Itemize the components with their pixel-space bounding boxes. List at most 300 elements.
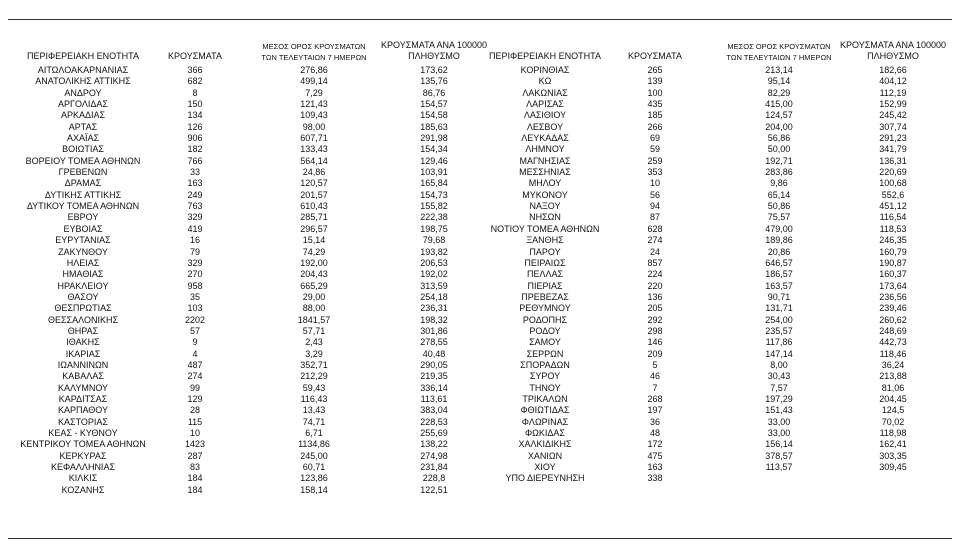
cell-cases: 57 [189, 325, 200, 336]
cell-per100k: 113,61 [420, 393, 448, 404]
cell-per100k: 160,37 [879, 269, 907, 280]
cell-avg7: 95,14 [767, 76, 791, 87]
cell-cases: 115 [187, 416, 203, 427]
cell-cases: 163 [647, 462, 663, 473]
cell-region: ΚΕΑΣ - ΚΥΘΝΟΥ [48, 428, 118, 438]
cell-per100k: 301,86 [420, 325, 448, 336]
cell-avg7: 74,71 [302, 416, 326, 427]
cell-avg7: 74,29 [302, 246, 326, 257]
top-rule [8, 19, 952, 20]
cell-region: ΚΑΣΤΟΡΙΑΣ [58, 416, 108, 427]
cell-per100k: 135,76 [420, 76, 448, 87]
header-cases [150, 51, 240, 62]
cell-avg7: 499,14 [300, 76, 328, 87]
cell-cases: 435 [647, 99, 663, 110]
cell-avg7: 30,43 [767, 371, 791, 382]
cell-per100k: 198,32 [420, 314, 448, 325]
cell-per100k: 204,45 [879, 393, 907, 404]
cell-region: ΒΟΡΕΙΟΥ ΤΟΜΕΑ ΑΘΗΝΩΝ [25, 155, 141, 166]
cell-region: ΧΑΛΚΙΔΙΚΗΣ [518, 439, 572, 450]
cell-cases: 4 [192, 348, 198, 359]
header-region-label: ΠΕΡΙΦΕΡΕΙΑΚΗ ΕΝΟΤΗΤΑ [26, 51, 140, 61]
cell-per100k: 36,24 [881, 359, 905, 370]
cell-region: ΣΕΡΡΩΝ [526, 348, 564, 359]
cell-per100k: 152,99 [879, 99, 907, 110]
cell-region: ΓΡΕΒΕΝΩΝ [58, 167, 108, 178]
cell-cases: 224 [647, 269, 663, 280]
cell-region: ΚΑΡΔΙΤΣΑΣ [58, 393, 108, 404]
cell-cases: 136 [647, 291, 663, 302]
cell-cases: 94 [649, 201, 660, 212]
cell-avg7: 186,57 [765, 269, 793, 280]
cell-region: ΝΟΤΙΟΥ ΤΟΜΕΑ ΑΘΗΝΩΝ [490, 223, 600, 234]
cell-avg7: 1134,86 [298, 439, 330, 450]
cell-cases: 35 [189, 291, 200, 302]
cell-avg7: 158,14 [300, 484, 328, 495]
cell-region: ΣΠΟΡΑΔΩΝ [520, 359, 570, 370]
cell-avg7: 98,00 [302, 121, 326, 132]
cell-per100k: 442,73 [879, 337, 907, 348]
cell-per100k: 246,35 [879, 235, 907, 246]
cell-cases: 5 [652, 359, 658, 370]
cell-region: ΞΑΝΘΗΣ [526, 235, 564, 246]
cell-avg7: 296,57 [300, 223, 328, 234]
cell-per100k: 138,22 [420, 439, 448, 450]
cell-region: ΗΡΑΚΛΕΙΟΥ [57, 280, 109, 291]
cell-per100k: 173,62 [420, 65, 448, 75]
cell-per100k: 254,18 [420, 291, 448, 302]
cell-cases: 139 [647, 76, 663, 87]
cell-cases: 274 [187, 371, 203, 382]
cell-per100k: 86,76 [422, 87, 446, 98]
header-avg7-right-line1: ΜΕΣΟΣ ΟΡΟΣ ΚΡΟΥΣΜΑΤΩΝ [727, 42, 831, 51]
header-per100k-line2: ΠΛΗΘΥΣΜΟ [408, 51, 460, 61]
cell-region: ΜΥΚΟΝΟΥ [522, 189, 568, 200]
cell-per100k: 154,58 [420, 110, 448, 121]
cell-cases: 857 [647, 257, 663, 268]
cell-region: ΡΟΔΟΥ [529, 325, 561, 336]
cell-region: ΚΕΦΑΛΛΗΝΙΑΣ [50, 462, 116, 473]
cell-per100k: 336,14 [420, 382, 448, 393]
cell-per100k: 118,53 [879, 223, 907, 234]
cell-cases: 79 [189, 246, 200, 257]
cell-region: ΡΕΘΥΜΝΟΥ [519, 303, 571, 314]
cell-region: ΚΑΛΥΜΝΟΥ [57, 382, 109, 393]
cell-avg7: 2,43 [305, 337, 323, 348]
cell-region: ΠΕΛΛΑΣ [526, 269, 564, 280]
cell-cases: 150 [187, 99, 203, 110]
header-per100k-right [823, 40, 960, 62]
cell-region: ΕΥΡΥΤΑΝΙΑΣ [55, 235, 111, 246]
cell-per100k: 248,69 [879, 325, 907, 336]
cell-cases: 329 [187, 212, 203, 223]
cell-avg7: 276,86 [300, 65, 328, 75]
cell-per100k: 124,5 [881, 405, 905, 416]
cell-region: ΠΡΕΒΕΖΑΣ [521, 291, 569, 302]
cell-cases: 487 [187, 359, 203, 370]
cell-per100k: 245,42 [879, 110, 907, 121]
cell-region: ΘΗΡΑΣ [67, 325, 99, 336]
cell-avg7: 201,57 [300, 189, 328, 200]
cell-avg7: 607,71 [300, 133, 328, 144]
cell-avg7: 15,14 [302, 235, 326, 246]
cell-avg7: 59,43 [302, 382, 326, 393]
cell-cases: 10 [649, 178, 660, 189]
cell-cases: 163 [187, 178, 203, 189]
cell-region: ΠΙΕΡΙΑΣ [527, 280, 563, 291]
cell-avg7: 117,86 [765, 337, 793, 348]
cell-cases: 270 [187, 269, 203, 280]
cell-per100k: 118,46 [879, 348, 907, 359]
cell-cases: 298 [647, 325, 663, 336]
cell-per100k: 228,53 [420, 416, 448, 427]
cell-region: ΛΑΡΙΣΑΣ [526, 99, 564, 110]
cell-cases: 292 [647, 314, 663, 325]
cell-cases: 172 [647, 439, 663, 450]
cell-per100k: 213,88 [879, 371, 907, 382]
cell-avg7: 13,43 [302, 405, 326, 416]
cell-cases: 185 [647, 110, 663, 121]
cell-region: ΔΥΤΙΚΗΣ ΑΤΤΙΚΗΣ [44, 189, 122, 200]
cell-per100k: 154,57 [420, 99, 448, 110]
cell-region: ΒΟΙΩΤΙΑΣ [62, 144, 104, 155]
cell-per100k: 222,38 [420, 212, 448, 223]
cell-cases: 766 [187, 155, 203, 166]
cell-cases: 83 [189, 462, 200, 473]
cell-avg7: 7,29 [305, 87, 323, 98]
cell-per100k: 70,02 [881, 416, 905, 427]
cell-region: ΠΑΡΟΥ [529, 246, 561, 257]
cell-avg7: 60,71 [302, 462, 326, 473]
cell-region: ΧΑΝΙΩΝ [527, 450, 563, 461]
cell-cases: 265 [647, 65, 663, 75]
cell-region: ΘΕΣΣΑΛΟΝΙΚΗΣ [47, 314, 119, 325]
cell-per100k: 154,73 [420, 189, 448, 200]
cell-per100k: 552,6 [881, 189, 905, 200]
cell-per100k: 193,82 [420, 246, 448, 257]
cell-avg7: 564,14 [300, 155, 328, 166]
cell-per100k: 160,79 [879, 246, 907, 257]
cell-region: ΚΙΛΚΙΣ [68, 473, 98, 484]
cell-per100k: 154,34 [420, 144, 448, 155]
cell-avg7: 151,43 [765, 405, 793, 416]
cell-avg7: 90,71 [767, 291, 791, 302]
cell-cases: 103 [187, 303, 203, 314]
cell-per100k: 192,02 [420, 269, 448, 280]
cell-avg7: 285,71 [300, 212, 328, 223]
cell-region: ΖΑΚΥΝΘΟΥ [58, 246, 108, 257]
cell-avg7: 131,71 [765, 303, 793, 314]
cell-cases: 9 [192, 337, 198, 348]
cell-per100k: 155,82 [420, 201, 448, 212]
cell-region: ΕΥΒΟΙΑΣ [63, 223, 103, 234]
cell-cases: 287 [187, 450, 203, 461]
cell-cases: 87 [649, 212, 660, 223]
cell-avg7: 120,57 [300, 178, 328, 189]
cell-region: ΑΝΑΤΟΛΙΚΗΣ ΑΤΤΙΚΗΣ [35, 76, 131, 87]
cell-region: ΦΩΚΙΔΑΣ [525, 428, 565, 438]
cell-avg7: 24,86 [302, 167, 326, 178]
cell-cases: 33 [189, 167, 200, 178]
cell-region: ΛΑΚΩΝΙΑΣ [522, 87, 568, 98]
cell-avg7: 147,14 [765, 348, 793, 359]
cell-cases: 220 [647, 280, 663, 291]
cell-cases: 329 [187, 257, 203, 268]
cell-cases: 36 [649, 416, 660, 427]
cell-region: ΠΕΙΡΑΙΩΣ [524, 257, 566, 268]
cell-avg7: 109,43 [300, 110, 328, 121]
header-cases-right-label: ΚΡΟΥΣΜΑΤΑ [628, 51, 682, 61]
cell-cases: 475 [647, 450, 663, 461]
cell-region: ΙΚΑΡΙΑΣ [65, 348, 101, 359]
cell-per100k: 198,75 [420, 223, 448, 234]
header-avg7-right-line2: ΤΩΝ ΤΕΛΕΥΤΑΙΩΝ 7 ΗΜΕΡΩΝ [726, 53, 832, 62]
cell-avg7: 113,57 [765, 462, 793, 473]
cell-avg7: 33,00 [767, 416, 791, 427]
cell-per100k: 219,35 [420, 371, 448, 382]
cell-per100k: 79,68 [422, 235, 446, 246]
cell-per100k: 231,84 [420, 462, 448, 473]
cell-per100k: 100,68 [879, 178, 907, 189]
header-region-right [470, 51, 620, 62]
cell-region: ΑΡΓΟΛΙΔΑΣ [58, 99, 108, 110]
cell-region: ΤΗΝΟΥ [529, 382, 561, 393]
cell-region: ΣΥΡΟΥ [529, 371, 561, 382]
cell-region: ΚΟΡΙΝΘΙΑΣ [520, 65, 570, 75]
cell-region: ΑΧΑΪΑΣ [66, 133, 100, 144]
cell-region: ΑΡΤΑΣ [68, 121, 98, 132]
cell-avg7: 189,86 [765, 235, 793, 246]
cell-cases: 628 [647, 223, 663, 234]
header-region [8, 51, 158, 62]
cell-cases: 205 [647, 303, 663, 314]
header-cases-label: ΚΡΟΥΣΜΑΤΑ [168, 51, 222, 61]
cell-avg7: 479,00 [765, 223, 793, 234]
cell-region: ΤΡΙΚΑΛΩΝ [522, 393, 568, 404]
header-region-right-label: ΠΕΡΙΦΕΡΕΙΑΚΗ ΕΝΟΤΗΤΑ [488, 51, 602, 61]
cell-cases: 259 [647, 155, 663, 166]
cell-per100k: 260,62 [879, 314, 907, 325]
cell-cases: 197 [647, 405, 663, 416]
header-avg7-line1: ΜΕΣΟΣ ΟΡΟΣ ΚΡΟΥΣΜΑΤΩΝ [262, 42, 366, 51]
cell-per100k: 81,06 [881, 382, 905, 393]
cell-per100k: 220,69 [879, 167, 907, 178]
cell-per100k: 303,35 [879, 450, 907, 461]
cell-avg7: 156,14 [765, 439, 793, 450]
cell-cases: 763 [187, 201, 203, 212]
cell-per100k: 103,91 [420, 167, 448, 178]
cell-avg7: 7,57 [770, 382, 788, 393]
cell-per100k: 274,98 [420, 450, 448, 461]
cell-cases: 1423 [184, 439, 206, 450]
cell-cases: 48 [649, 428, 660, 438]
cell-region: ΘΑΣΟΥ [67, 291, 99, 302]
cell-per100k: 309,45 [879, 462, 907, 473]
cell-avg7: 197,29 [765, 393, 793, 404]
cell-avg7: 133,43 [300, 144, 328, 155]
cell-region: ΙΩΑΝΝΙΝΩΝ [57, 359, 109, 370]
cell-cases: 958 [187, 280, 203, 291]
cell-avg7: 378,57 [765, 450, 793, 461]
cell-cases: 99 [189, 382, 200, 393]
cell-avg7: 33,00 [767, 428, 791, 438]
cell-region: ΛΗΜΝΟΥ [525, 144, 565, 155]
cell-cases: 353 [647, 167, 663, 178]
cell-avg7: 3,29 [305, 348, 323, 359]
cell-per100k: 239,46 [879, 303, 907, 314]
cell-per100k: 451,12 [879, 201, 907, 212]
cell-region: ΑΡΚΑΔΙΑΣ [60, 110, 106, 121]
cell-per100k: 206,53 [420, 257, 448, 268]
cell-avg7: 352,71 [300, 359, 328, 370]
cell-region: ΗΜΑΘΙΑΣ [62, 269, 104, 280]
cell-region: ΗΛΕΙΑΣ [66, 257, 100, 268]
cell-cases: 69 [649, 133, 660, 144]
cell-per100k: 122,51 [420, 484, 448, 495]
cell-cases: 56 [649, 189, 660, 200]
cell-region: ΑΙΤΩΛΟΑΚΑΡΝΑΝΙΑΣ [37, 65, 129, 75]
cell-per100k: 278,55 [420, 337, 448, 348]
cell-avg7: 204,43 [300, 269, 328, 280]
cell-avg7: 213,14 [765, 65, 793, 75]
cell-region: ΜΑΓΝΗΣΙΑΣ [519, 155, 571, 166]
cell-per100k: 255,69 [420, 428, 448, 438]
cell-cases: 16 [189, 235, 200, 246]
cell-avg7: 65,14 [767, 189, 791, 200]
cell-avg7: 163,57 [765, 280, 793, 291]
header-per100k-line1: ΚΡΟΥΣΜΑΤΑ ΑΝΑ 100000 [381, 40, 487, 50]
cell-avg7: 610,43 [300, 201, 328, 212]
cell-avg7: 192,00 [300, 257, 328, 268]
cell-avg7: 57,71 [302, 325, 326, 336]
cell-cases: 906 [187, 133, 203, 144]
cell-avg7: 6,71 [305, 428, 323, 438]
cell-avg7: 88,00 [302, 303, 326, 314]
cell-avg7: 9,86 [770, 178, 788, 189]
cell-region: ΑΝΔΡΟΥ [64, 87, 102, 98]
cell-region: ΦΘΙΩΤΙΔΑΣ [520, 405, 570, 416]
header-avg7-line2: ΤΩΝ ΤΕΛΕΥΤΑΙΩΝ 7 ΗΜΕΡΩΝ [261, 53, 367, 62]
cell-region: ΕΒΡΟΥ [67, 212, 99, 223]
cell-cases: 182 [187, 144, 203, 155]
cell-avg7: 204,00 [765, 121, 793, 132]
cell-cases: 268 [647, 393, 663, 404]
cell-avg7: 50,86 [767, 201, 791, 212]
cell-region: ΔΥΤΙΚΟΥ ΤΟΜΕΑ ΑΘΗΝΩΝ [26, 201, 140, 212]
cell-avg7: 8,00 [770, 359, 788, 370]
cell-per100k: 182,66 [879, 65, 907, 75]
cell-per100k: 136,31 [879, 155, 907, 166]
cell-avg7: 665,29 [300, 280, 328, 291]
header-cases-right [615, 51, 695, 62]
cell-cases: 24 [649, 246, 660, 257]
cell-cases: 134 [187, 110, 203, 121]
cell-avg7: 29,00 [302, 291, 326, 302]
cell-region: ΝΗΣΩΝ [529, 212, 561, 223]
cell-region: ΜΗΛΟΥ [528, 178, 562, 189]
cell-per100k: 341,79 [879, 144, 907, 155]
cell-per100k: 307,74 [879, 121, 907, 132]
cell-region: ΔΡΑΜΑΣ [64, 178, 102, 189]
cell-per100k: 173,64 [879, 280, 907, 291]
cell-per100k: 291,23 [879, 133, 907, 144]
cell-avg7: 254,00 [765, 314, 793, 325]
cell-region: ΘΕΣΠΡΩΤΙΑΣ [54, 303, 112, 314]
cell-cases: 682 [187, 76, 203, 87]
cell-avg7: 235,57 [765, 325, 793, 336]
cell-per100k: 190,87 [879, 257, 907, 268]
cell-avg7: 75,57 [767, 212, 791, 223]
header-per100k-right-line2: ΠΛΗΘΥΣΜΟ [867, 51, 919, 61]
cell-avg7: 212,29 [300, 371, 328, 382]
cell-avg7: 20,86 [767, 246, 791, 257]
cell-cases: 2202 [184, 314, 206, 325]
cell-cases: 10 [189, 428, 200, 438]
cell-cases: 209 [647, 348, 663, 359]
cell-avg7: 283,86 [765, 167, 793, 178]
cell-avg7: 415,00 [765, 99, 793, 110]
cell-region: ΜΕΣΣΗΝΙΑΣ [519, 167, 571, 178]
cell-region: ΦΛΩΡΙΝΑΣ [521, 416, 569, 427]
cell-cases: 129 [187, 393, 203, 404]
cell-cases: 274 [647, 235, 663, 246]
cell-cases: 8 [192, 87, 198, 98]
cell-per100k: 404,12 [879, 76, 907, 87]
cell-cases: 7 [652, 382, 658, 393]
cell-per100k: 165,84 [420, 178, 448, 189]
cell-per100k: 290,05 [420, 359, 448, 370]
cell-region: ΚΕΡΚΥΡΑΣ [59, 450, 107, 461]
cell-avg7: 50,00 [767, 144, 791, 155]
cell-region: ΚΑΡΠΑΘΟΥ [57, 405, 109, 416]
cell-region: ΥΠΟ ΔΙΕΡΕΥΝΗΣΗ [505, 473, 585, 484]
cell-per100k: 383,04 [420, 405, 448, 416]
cell-region: ΚΕΝΤΡΙΚΟΥ ΤΟΜΕΑ ΑΘΗΝΩΝ [20, 439, 146, 450]
cell-cases: 366 [187, 65, 203, 75]
cell-region: ΛΑΣΙΘΙΟΥ [523, 110, 567, 121]
cell-region: ΡΟΔΟΠΗΣ [522, 314, 568, 325]
cell-per100k: 118,98 [879, 428, 907, 438]
cell-region: ΙΘΑΚΗΣ [66, 337, 100, 348]
cell-cases: 59 [649, 144, 660, 155]
cell-avg7: 121,43 [300, 99, 328, 110]
header-avg7 [244, 41, 384, 63]
cell-region: ΚΟΖΑΝΗΣ [61, 484, 105, 495]
cell-cases: 184 [187, 484, 203, 495]
cell-per100k: 313,59 [420, 280, 448, 291]
cell-avg7: 56,86 [767, 133, 791, 144]
cell-per100k: 236,56 [879, 291, 907, 302]
cell-per100k: 129,46 [420, 155, 448, 166]
cell-per100k: 185,63 [420, 121, 448, 132]
cell-cases: 338 [647, 473, 663, 484]
header-per100k-right-line1: ΚΡΟΥΣΜΑΤΑ ΑΝΑ 100000 [840, 40, 946, 50]
cell-cases: 184 [187, 473, 203, 484]
cell-avg7: 1841,57 [297, 314, 331, 325]
cell-avg7: 192,71 [765, 155, 793, 166]
cell-cases: 126 [187, 121, 203, 132]
cell-avg7: 123,86 [300, 473, 328, 484]
cell-per100k: 162,41 [879, 439, 907, 450]
cell-avg7: 245,00 [300, 450, 328, 461]
cell-region: ΚΩ [538, 76, 552, 87]
cell-avg7: 646,57 [765, 257, 793, 268]
cell-per100k: 40,48 [422, 348, 446, 359]
cell-region: ΣΑΜΟΥ [529, 337, 561, 348]
cell-cases: 249 [187, 189, 203, 200]
cell-avg7: 116,43 [300, 393, 328, 404]
cell-avg7: 82,29 [767, 87, 791, 98]
